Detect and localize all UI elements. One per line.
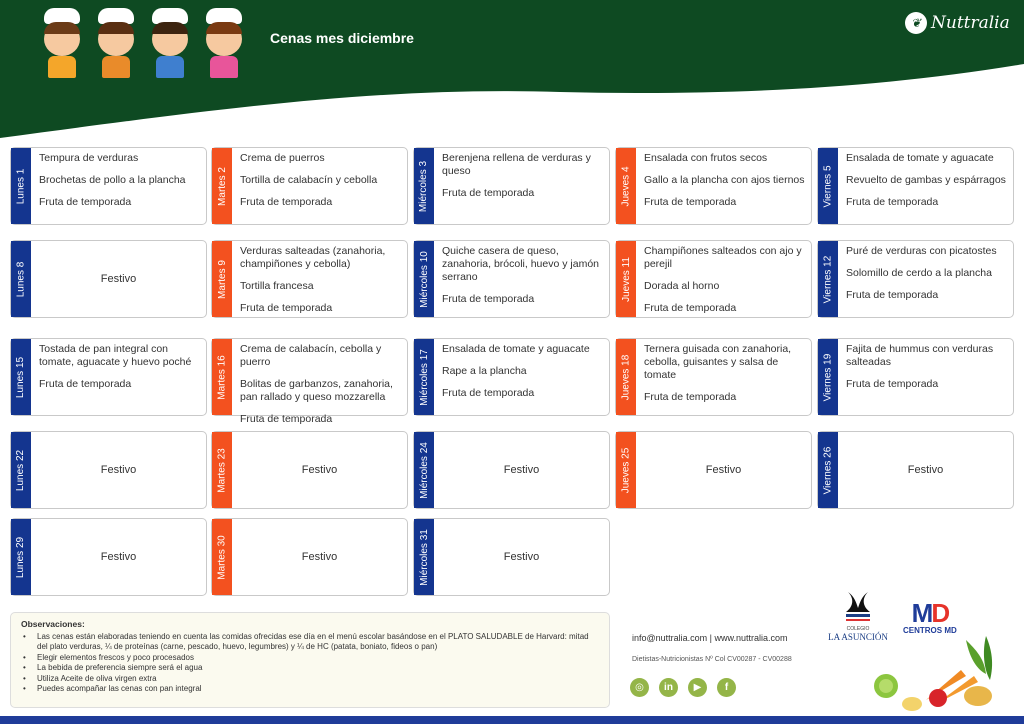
meal-list (33, 339, 204, 415)
day-label-strip (212, 339, 232, 415)
observations-title: Observaciones: (21, 619, 85, 629)
meal-list (436, 148, 607, 224)
festivo-label: Festivo (705, 464, 742, 476)
meal-item: Gallo a la plancha con ajos tiernos (644, 174, 805, 186)
meal-list (840, 148, 1011, 224)
day-label-strip (11, 148, 31, 224)
day-card (615, 240, 812, 318)
header (0, 0, 1024, 140)
day-label-strip (616, 432, 636, 508)
meal-item: Quiche casera de queso, zanahoria, brócoli, huevo y jamón serrano (442, 245, 600, 283)
day-label: Martes 30 (216, 534, 228, 580)
day-label: Jueves 11 (620, 256, 632, 302)
dietitians-registration: Dietistas-Nutricionistas Nº Col CV00287 - CV00288 (632, 656, 792, 663)
meal-item: Dorada al horno (644, 280, 720, 292)
day-label: Lunes 15 (15, 356, 27, 398)
social-links (630, 678, 736, 697)
day-card (817, 240, 1014, 318)
day-card (211, 147, 408, 225)
meal-item: Crema de calabacín, cebolla y puerro (240, 343, 382, 368)
meal-item: Fruta de temporada (240, 413, 333, 425)
day-label-strip (11, 432, 31, 508)
meal-item: Ensalada de tomate y aguacate (846, 152, 994, 164)
observation-item: • La bebida de preferencia siempre será el agua (21, 663, 599, 674)
meal-item: Fruta de temporada (442, 387, 535, 399)
meal-item: Bolitas de garbanzos, zanahoria, pan rallado y queso mozzarella (240, 378, 393, 403)
day-label: Viernes 5 (822, 164, 834, 208)
meal-item: Fajita de hummus con verduras salteadas (846, 343, 994, 368)
observation-item: • Elegir elementos frescos y poco procesados (21, 653, 599, 664)
day-label-strip (616, 148, 636, 224)
meal-item: Berenjena rellena de verduras y queso (442, 152, 591, 177)
day-label-strip (11, 339, 31, 415)
meal-list (840, 339, 1011, 415)
day-card (10, 147, 207, 225)
day-label-strip (414, 339, 434, 415)
day-card (413, 518, 610, 596)
day-label: Lunes 1 (15, 168, 27, 204)
observation-item: • Las cenas están elaboradas teniendo en cuenta las comidas ofrecidas ese día en el menú escolar basándose en el PLATO SALUDABLE de Harvard: mitad del plato verduras, ¼ de proteínas (carne, pescado, huevo, legumbres) y ¼ de HC (patata, boniato, fideos o pan) (21, 632, 599, 653)
day-card (211, 338, 408, 425)
meal-list (638, 148, 809, 224)
day-card (10, 240, 207, 318)
meal-list (840, 241, 1011, 317)
day-card (615, 431, 812, 509)
page-title: Cenas mes diciembre (270, 30, 414, 46)
meal-item: Tortilla de calabacín y cebolla (240, 174, 378, 186)
day-label-strip (212, 519, 232, 595)
meal-list (436, 339, 607, 415)
day-label-strip (11, 241, 31, 317)
day-label: Miércoles 10 (418, 250, 430, 308)
festivo-label: Festivo (100, 551, 137, 563)
day-label-strip (212, 241, 232, 317)
meal-item: Fruta de temporada (644, 302, 737, 314)
apple-icon: ❦ (905, 12, 927, 34)
day-label: Martes 2 (216, 166, 228, 206)
instagram-icon[interactable]: ◎ (630, 678, 649, 697)
colegio-name: LA ASUNCIÓN (828, 632, 888, 642)
day-card (211, 240, 408, 318)
festivo-label: Festivo (503, 551, 540, 563)
meal-item: Fruta de temporada (846, 289, 939, 301)
day-label: Miércoles 24 (418, 441, 430, 499)
meal-list (638, 339, 809, 415)
observations-box (10, 612, 610, 708)
day-label: Lunes 29 (15, 536, 27, 578)
meal-item: Tempura de verduras (39, 152, 139, 164)
meal-item: Verduras salteadas (zanahoria, champiñones y cebolla) (240, 245, 386, 270)
meal-item: Rape a la plancha (442, 365, 527, 377)
day-card (10, 431, 207, 509)
vegetables-illustration (866, 630, 1016, 714)
day-label: Viernes 12 (822, 255, 834, 303)
day-card (413, 147, 610, 225)
day-card (413, 338, 610, 416)
day-label: Miércoles 31 (418, 528, 430, 586)
day-label: Martes 23 (216, 447, 228, 493)
colegio-label: COLEGIO (846, 626, 870, 632)
day-label: Viernes 19 (822, 353, 834, 401)
day-card (10, 518, 207, 596)
meal-item: Fruta de temporada (240, 302, 333, 314)
day-label-strip (414, 241, 434, 317)
observation-item: • Utiliza Aceite de oliva virgen extra (21, 674, 599, 685)
meal-item: Fruta de temporada (846, 378, 939, 390)
meal-item: Fruta de temporada (39, 378, 132, 390)
meal-item: Fruta de temporada (39, 196, 132, 208)
youtube-icon[interactable]: ▶ (688, 678, 707, 697)
day-label-strip (818, 339, 838, 415)
day-label: Miércoles 3 (418, 160, 430, 212)
facebook-icon[interactable]: f (717, 678, 736, 697)
day-label: Jueves 18 (620, 354, 632, 400)
nuttralia-logo (905, 12, 1010, 34)
day-card (817, 338, 1014, 416)
day-label-strip (212, 148, 232, 224)
day-label: Miércoles 17 (418, 348, 430, 406)
meal-list (638, 241, 809, 317)
festivo-label: Festivo (301, 464, 338, 476)
day-card (615, 338, 812, 416)
brand-name: Nuttralia (931, 13, 1010, 33)
observations-list (21, 632, 599, 695)
day-label-strip (818, 148, 838, 224)
observation-item: • Puedes acompañar las cenas con pan integral (21, 684, 599, 695)
day-card (817, 147, 1014, 225)
day-label-strip (414, 519, 434, 595)
centros-md-label: CENTROS MD (903, 626, 957, 635)
meal-list (234, 241, 405, 317)
meal-item: Fruta de temporada (644, 196, 737, 208)
day-label-strip (818, 432, 838, 508)
meal-item: Fruta de temporada (442, 187, 535, 199)
meal-item: Crema de puerros (240, 152, 325, 164)
meal-list (33, 148, 204, 224)
linkedin-icon[interactable]: in (659, 678, 678, 697)
festivo-label: Festivo (100, 273, 137, 285)
day-card (615, 147, 812, 225)
meal-item: Fruta de temporada (240, 196, 333, 208)
day-card (211, 431, 408, 509)
day-label-strip (212, 432, 232, 508)
day-label-strip (414, 148, 434, 224)
meal-list (436, 241, 607, 317)
day-card (413, 240, 610, 318)
meal-item: Solomillo de cerdo a la plancha (846, 267, 992, 279)
meal-item: Tortilla francesa (240, 280, 314, 292)
festivo-label: Festivo (301, 551, 338, 563)
day-card (413, 431, 610, 509)
day-card (817, 431, 1014, 509)
md-mark-icon: MD (911, 598, 949, 628)
meal-item: Fruta de temporada (846, 196, 939, 208)
day-label: Martes 9 (216, 259, 228, 299)
meal-item: Revuelto de gambas y espárragos (846, 174, 1006, 186)
meal-item: Champiñones salteados con ajo y perejil (644, 245, 802, 270)
day-label-strip (818, 241, 838, 317)
day-label-strip (11, 519, 31, 595)
contact-line[interactable]: info@nuttralia.com | www.nuttralia.com (632, 633, 788, 643)
meal-item: Ensalada con frutos secos (644, 152, 768, 164)
day-label-strip (414, 432, 434, 508)
day-label: Viernes 26 (822, 446, 834, 494)
meal-item: Puré de verduras con picatostes (846, 245, 997, 257)
footer-bar (0, 716, 1024, 724)
day-label-strip (616, 339, 636, 415)
day-label: Martes 16 (216, 354, 228, 400)
meal-item: Ensalada de tomate y aguacate (442, 343, 590, 355)
day-label: Jueves 25 (620, 447, 632, 493)
chef-kids-illustration (40, 8, 246, 80)
day-card (10, 338, 207, 416)
meal-list (234, 148, 405, 224)
meal-list (234, 339, 405, 425)
festivo-label: Festivo (907, 464, 944, 476)
meal-item: Tostada de pan integral con tomate, aguacate y huevo poché (39, 343, 192, 368)
day-card (211, 518, 408, 596)
festivo-label: Festivo (503, 464, 540, 476)
meal-item: Ternera guisada con zanahoria, cebolla, guisantes y salsa de tomate (644, 343, 792, 381)
day-label: Lunes 22 (15, 449, 27, 491)
day-label: Lunes 8 (15, 261, 27, 297)
meal-item: Brochetas de pollo a la plancha (39, 174, 186, 186)
meal-item: Fruta de temporada (644, 391, 737, 403)
school-emblem-icon (840, 588, 876, 624)
meal-item: Fruta de temporada (442, 293, 535, 305)
day-label: Jueves 4 (620, 165, 632, 207)
day-label-strip (616, 241, 636, 317)
festivo-label: Festivo (100, 464, 137, 476)
